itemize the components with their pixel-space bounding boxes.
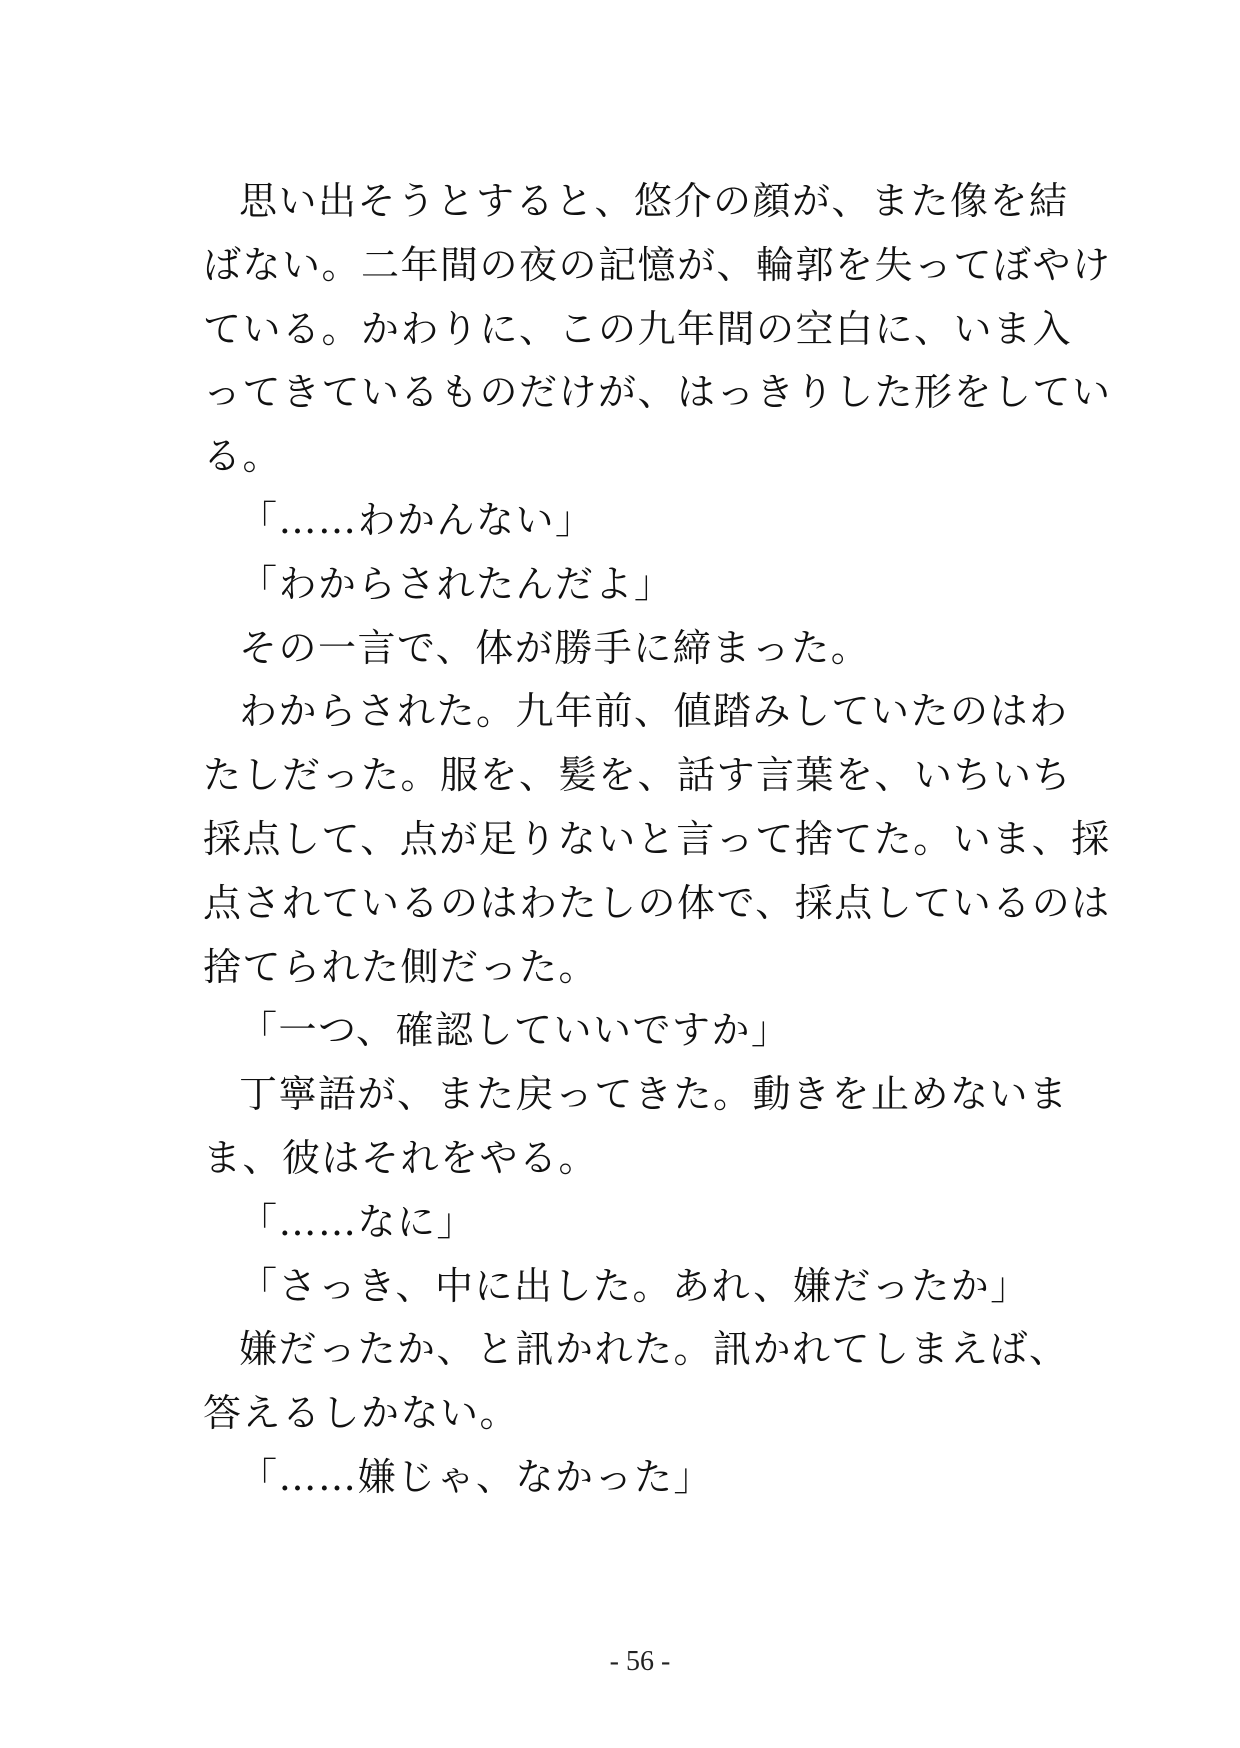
text-line: 嫌だったか、と訊かれた。訊かれてしまえば、 xyxy=(239,1327,1069,1372)
text-line: 思い出そうとすると、悠介の顔が、また像を結 xyxy=(239,179,1069,223)
body-text xyxy=(203,170,1112,1510)
text-line: 「……わかんない」 xyxy=(239,497,595,542)
text-line: る。 xyxy=(203,434,283,479)
text-line: 「……嫌じゃ、なかった」 xyxy=(239,1454,714,1499)
text-line: 「わからされたんだよ」 xyxy=(239,561,674,606)
text-line: 答えるしかない。 xyxy=(203,1391,520,1436)
text-line: 「……なに」 xyxy=(239,1199,477,1244)
text-line: 丁寧語が、また戻ってきた。動きを止めないま xyxy=(239,1072,1069,1117)
text-line: 採点して、点が足りないと言って捨てた。いま、採 xyxy=(203,816,1111,861)
text-line: ばない。二年間の夜の記憶が、輪郭を失ってぼやけ xyxy=(203,242,1112,287)
text-line: 「一つ、確認していいですか」 xyxy=(239,1008,791,1053)
text-line: ている。かわりに、この九年間の空白に、いま入 xyxy=(203,306,1073,351)
text-line: ってきているものだけが、はっきりした形をしてい xyxy=(203,370,1112,415)
text-line: 点されているのはわたしの体で、採点しているのは xyxy=(203,880,1111,925)
text-line: 捨てられた側だった。 xyxy=(203,944,599,989)
text-line: その一言で、体が勝手に締まった。 xyxy=(239,625,871,670)
page-number: - 56 - xyxy=(609,1646,671,1677)
text-line: たしだった。服を、髪を、話す言葉を、いちいち xyxy=(203,753,1073,798)
text-line: 「さっき、中に出した。あれ、嫌だったか」 xyxy=(239,1263,1030,1308)
text-line: ま、彼はそれをやる。 xyxy=(203,1135,599,1180)
text-line: わからされた。九年前、値踏みしていたのはわ xyxy=(239,689,1069,734)
